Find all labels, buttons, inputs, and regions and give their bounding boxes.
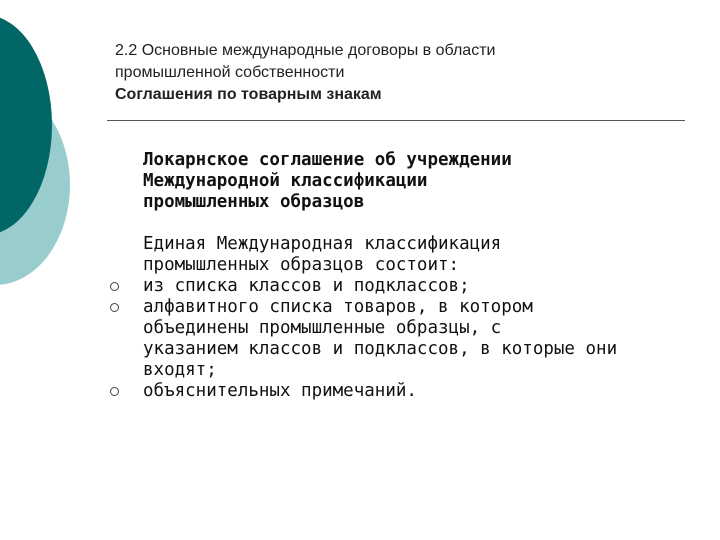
header-title-line-1: 2.2 Основные международные договоры в области xyxy=(115,42,496,59)
circle-bullet-icon xyxy=(110,303,119,312)
decorative-circles xyxy=(0,0,90,300)
intro-line: промышленных образцов состоит: xyxy=(143,255,460,275)
slide-header xyxy=(115,40,675,106)
list-item xyxy=(108,297,688,381)
list-item-line: из списка классов и подклассов; xyxy=(143,276,470,296)
list-item-line: алфавитного списка товаров, в котором xyxy=(143,297,533,317)
header-subtitle: Соглашения по товарным знакам xyxy=(115,86,382,103)
intro-text xyxy=(108,234,688,276)
header-divider xyxy=(107,120,685,121)
content-title-line: промышленных образцов xyxy=(143,192,365,212)
list-item-line: объединены промышленные образцы, с xyxy=(143,318,502,338)
content-title xyxy=(108,150,688,213)
content-title-line: Локарнское соглашение об учреждении xyxy=(143,150,512,170)
header-title-line-2: промышленной собственности xyxy=(115,64,345,81)
content-title-line: Международной классификации xyxy=(143,171,428,191)
list-item xyxy=(108,381,688,402)
slide-content xyxy=(108,150,688,402)
list-item xyxy=(108,276,688,297)
list-item-line: указанием классов и подклассов, в которые они xyxy=(143,339,618,359)
circle-bullet-icon xyxy=(110,387,119,396)
list-item-line: входят; xyxy=(143,360,217,380)
circle-bullet-icon xyxy=(110,282,119,291)
bullet-list xyxy=(108,276,688,402)
list-item-line: объяснительных примечаний. xyxy=(143,381,417,401)
intro-line: Единая Международная классификация xyxy=(143,234,502,254)
